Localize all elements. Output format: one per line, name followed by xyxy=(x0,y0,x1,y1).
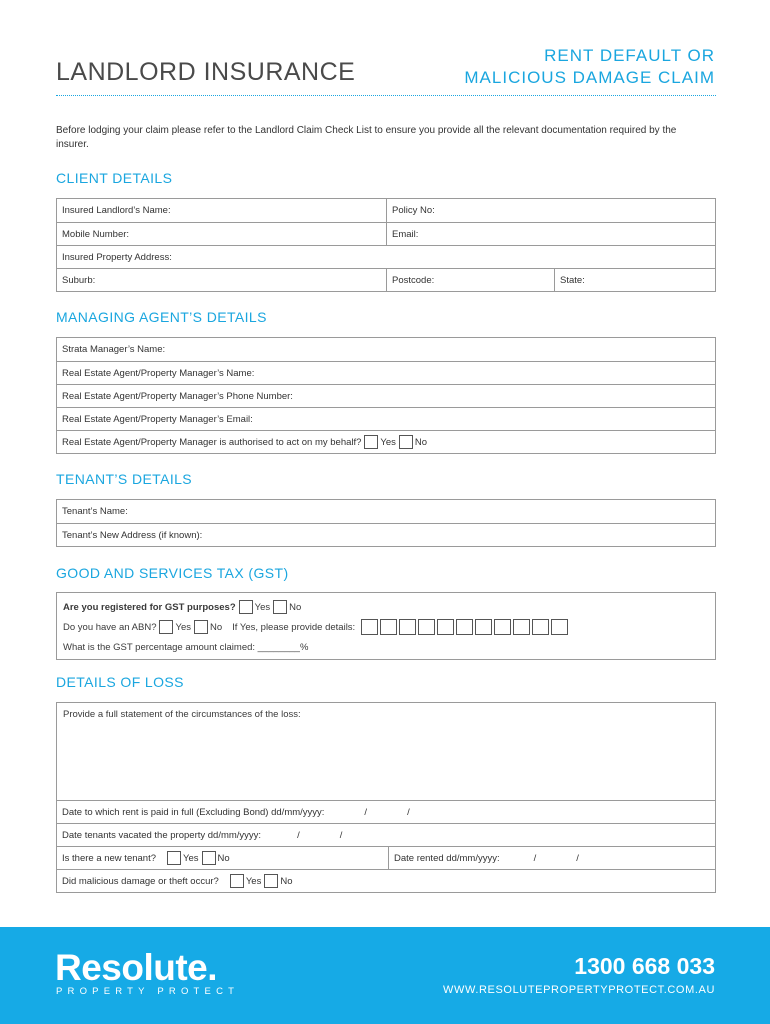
title-divider xyxy=(56,95,716,96)
table-row xyxy=(57,846,715,869)
loss-details-table xyxy=(56,702,716,893)
table-row xyxy=(57,869,715,892)
no-label: No xyxy=(289,601,302,613)
date-rented-field[interactable] xyxy=(388,847,715,869)
abn-row xyxy=(63,617,709,637)
date-separator: / xyxy=(407,806,410,818)
table-row xyxy=(57,500,715,523)
gst-percentage-field[interactable]: What is the GST percentage amount claimed: ________% xyxy=(63,641,309,653)
date-separator: / xyxy=(576,852,579,864)
new-tenant-label: Is there a new tenant? xyxy=(62,852,157,864)
gst-yes-option[interactable] xyxy=(236,600,271,614)
abn-digit-boxes xyxy=(361,619,570,635)
abn-digit-box[interactable] xyxy=(532,619,549,635)
date-separator: / xyxy=(339,829,343,841)
logo-tagline: PROPERTY PROTECT xyxy=(56,986,240,997)
malicious-yes-option[interactable] xyxy=(227,874,262,888)
table-row xyxy=(57,430,715,453)
resolute-logo: Resolute. xyxy=(55,947,218,988)
no-label: No xyxy=(209,621,223,633)
no-label: No xyxy=(280,875,293,887)
table-row xyxy=(57,199,715,222)
table-row xyxy=(57,523,715,546)
vacated-date-field[interactable] xyxy=(57,824,715,846)
date-separator: / xyxy=(533,852,537,864)
postcode-field[interactable]: Postcode: xyxy=(386,269,554,291)
date-rented-label: Date rented dd/mm/yyyy: xyxy=(394,852,500,864)
property-address-field[interactable]: Insured Property Address: xyxy=(62,251,172,263)
abn-digit-box[interactable] xyxy=(418,619,435,635)
abn-digit-box[interactable] xyxy=(437,619,454,635)
gst-box xyxy=(56,592,716,660)
yes-label: Yes xyxy=(380,436,396,448)
new-tenant-no-option[interactable] xyxy=(199,851,230,865)
policy-no-field[interactable]: Policy No: xyxy=(386,199,715,222)
gst-no-option[interactable] xyxy=(270,600,301,614)
table-row xyxy=(57,245,715,268)
gst-percentage-row xyxy=(63,637,709,657)
vacated-label: Date tenants vacated the property dd/mm/yyyy: xyxy=(62,829,262,841)
table-row xyxy=(57,222,715,245)
abn-digit-box[interactable] xyxy=(513,619,530,635)
insured-name-field[interactable]: Insured Landlord’s Name: xyxy=(62,205,171,216)
table-row xyxy=(57,268,715,291)
abn-no-checkbox[interactable] xyxy=(194,620,208,634)
authorised-label: Real Estate Agent/Property Manager is authorised to act on my behalf? xyxy=(62,436,362,448)
malicious-damage-label: Did malicious damage or theft occur? xyxy=(62,875,219,887)
gst-heading: GOOD AND SERVICES TAX (GST) xyxy=(56,565,289,581)
tenant-details-heading: TENANT’S DETAILS xyxy=(56,471,193,487)
client-details-heading: CLIENT DETAILS xyxy=(56,170,173,186)
claim-type-title xyxy=(464,45,715,89)
strata-manager-field[interactable]: Strata Manager’s Name: xyxy=(62,344,166,355)
malicious-damage-question xyxy=(57,870,715,892)
abn-digit-box[interactable] xyxy=(494,619,511,635)
footer-banner xyxy=(0,927,770,1024)
suburb-field[interactable]: Suburb: xyxy=(62,274,96,286)
table-row xyxy=(57,800,715,823)
website-link[interactable]: WWW.RESOLUTEPROPERTYPROTECT.COM.AU xyxy=(443,984,715,996)
gst-no-checkbox[interactable] xyxy=(273,600,287,614)
table-row xyxy=(57,338,715,361)
malicious-yes-checkbox[interactable] xyxy=(230,874,244,888)
date-separator: / xyxy=(364,806,368,818)
new-tenant-yes-option[interactable] xyxy=(164,851,199,865)
abn-digit-box[interactable] xyxy=(456,619,473,635)
loss-statement-label: Provide a full statement of the circumstances of the loss: xyxy=(63,709,301,720)
phone-number: 1300 668 033 xyxy=(574,953,715,979)
agent-email-field[interactable]: Real Estate Agent/Property Manager’s Email: xyxy=(62,413,253,425)
authorised-question xyxy=(57,431,715,453)
tenant-name-field[interactable]: Tenant’s Name: xyxy=(62,506,128,517)
abn-label: Do you have an ABN? xyxy=(63,621,157,633)
email-field[interactable]: Email: xyxy=(386,223,715,245)
table-row xyxy=(57,361,715,384)
mobile-number-field[interactable]: Mobile Number: xyxy=(62,228,130,240)
agent-details-table xyxy=(56,337,716,454)
abn-digit-box[interactable] xyxy=(361,619,378,635)
abn-digit-box[interactable] xyxy=(399,619,416,635)
rent-paid-label: Date to which rent is paid in full (Excluding Bond) dd/mm/yyyy: xyxy=(62,806,325,818)
gst-registered-row xyxy=(63,597,709,617)
abn-digit-box[interactable] xyxy=(475,619,492,635)
intro-text: Before lodging your claim please refer to the Landlord Claim Check List to ensure you provide all the relevant documentation required by the insurer. xyxy=(56,125,677,150)
new-tenant-yes-checkbox[interactable] xyxy=(167,851,181,865)
new-tenant-no-checkbox[interactable] xyxy=(202,851,216,865)
claim-title-line-1: RENT DEFAULT OR xyxy=(544,46,715,65)
no-label: No xyxy=(414,436,428,448)
abn-yes-option[interactable] xyxy=(156,620,191,634)
page-title: LANDLORD INSURANCE xyxy=(56,58,356,86)
agent-details-heading: MANAGING AGENT’S DETAILS xyxy=(56,309,267,325)
agent-name-field[interactable]: Real Estate Agent/Property Manager’s Name: xyxy=(62,367,255,379)
authorised-no-option[interactable] xyxy=(396,435,427,449)
abn-yes-checkbox[interactable] xyxy=(159,620,173,634)
authorised-yes-checkbox[interactable] xyxy=(364,435,378,449)
tenant-details-table xyxy=(56,499,716,547)
tenant-new-address-field[interactable]: Tenant’s New Address (if known): xyxy=(62,529,203,541)
authorised-yes-option[interactable] xyxy=(361,435,396,449)
client-details-table xyxy=(56,198,716,292)
claim-title-line-2: MALICIOUS DAMAGE CLAIM xyxy=(464,68,715,87)
yes-label: Yes xyxy=(254,601,271,613)
gst-registered-label: Are you registered for GST purposes? xyxy=(63,601,236,613)
malicious-no-checkbox[interactable] xyxy=(264,874,278,888)
malicious-no-option[interactable] xyxy=(261,874,292,888)
yes-label: Yes xyxy=(183,852,199,864)
gst-yes-checkbox[interactable] xyxy=(239,600,253,614)
date-separator: / xyxy=(297,829,300,841)
yes-label: Yes xyxy=(175,621,191,633)
table-row xyxy=(57,823,715,846)
loss-details-heading: DETAILS OF LOSS xyxy=(56,674,184,690)
rent-paid-date-field[interactable] xyxy=(57,801,715,823)
loss-statement-field[interactable] xyxy=(57,703,715,800)
new-tenant-question xyxy=(57,847,388,869)
abn-digit-box[interactable] xyxy=(551,619,568,635)
authorised-no-checkbox[interactable] xyxy=(399,435,413,449)
agent-phone-field[interactable]: Real Estate Agent/Property Manager’s Phone Number: xyxy=(62,390,293,402)
abn-details-label: If Yes, please provide details: xyxy=(232,621,356,633)
table-row xyxy=(57,384,715,407)
abn-no-option[interactable] xyxy=(191,620,222,634)
yes-label: Yes xyxy=(245,875,262,887)
abn-digit-box[interactable] xyxy=(380,619,397,635)
state-field[interactable]: State: xyxy=(554,269,715,291)
table-row xyxy=(57,407,715,430)
no-label: No xyxy=(217,852,230,864)
